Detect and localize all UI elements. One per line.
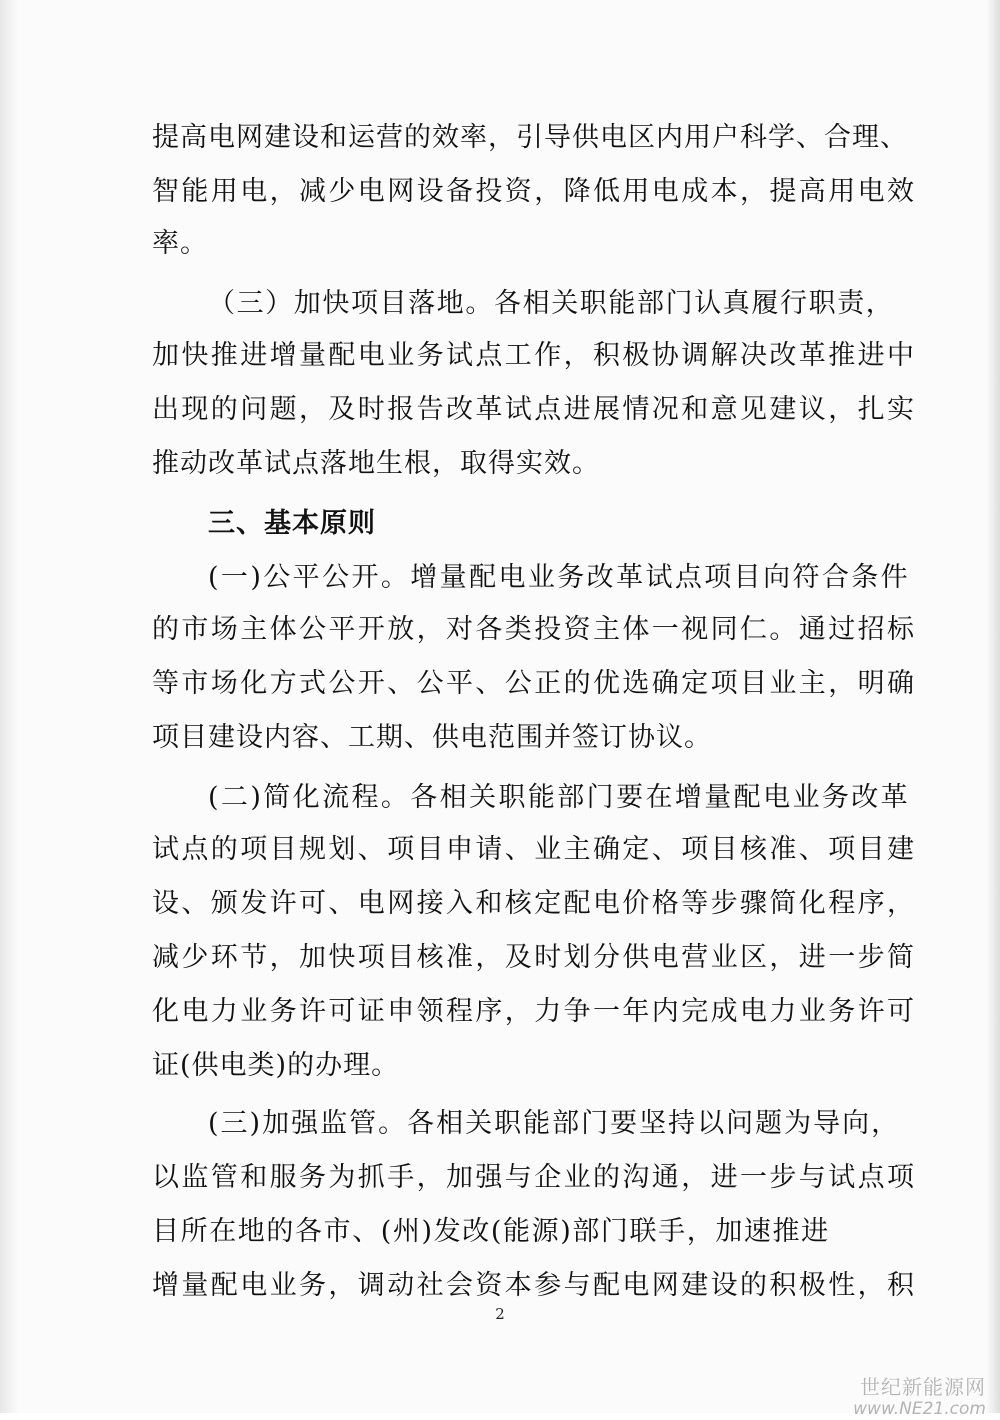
body-line: 率。 (152, 228, 208, 259)
body-line: 智能用电，减少电网设备投资，降低用电成本，提高用电效 (152, 176, 917, 207)
body-line: 加快推进增量配电业务试点工作，积极协调解决改革推进中 (152, 340, 917, 371)
body-line: 设、颁发许可、电网接入和核定配电价格等步骤简化程序， (152, 888, 917, 919)
page-number: 2 (495, 1305, 505, 1323)
body-line: 试点的项目规划、项目申请、业主确定、项目核准、项目建 (152, 834, 917, 865)
body-line: 的市场主体公平开放，对各类投资主体一视同仁。通过招标 (152, 614, 917, 645)
body-line: (三)加强监管。各相关职能部门要坚持以问题为导向， (208, 1108, 901, 1139)
body-line: 项目建设内容、工期、供电范围并签订协议。 (152, 722, 712, 753)
body-line: （三）加快项目落地。各相关职能部门认真履行职责， (208, 288, 895, 319)
watermark-site: www.NE21.com (853, 1399, 986, 1419)
section-heading: 三、基本原则 (208, 508, 376, 539)
body-line: 证(供电类)的办理。 (152, 1050, 400, 1081)
body-line: 化电力业务许可证申领程序，力争一年内完成电力业务许可 (152, 996, 917, 1027)
body-line: 以监管和服务为抓手，加强与企业的沟通，进一步与试点项 (152, 1162, 917, 1193)
body-line: 推动改革试点落地生根，取得实效。 (152, 448, 600, 479)
page-edge-shadow-right (986, 0, 1000, 1413)
site-watermark (853, 1376, 986, 1420)
body-line: 提高电网建设和运营的效率，引导供电区内用户科学、合理、 (152, 122, 908, 153)
body-line: 减少环节，加快项目核准，及时划分供电营业区，进一步简 (152, 942, 917, 973)
body-line: (一)公平公开。增量配电业务改革试点项目向符合条件 (208, 562, 911, 593)
body-line: (二)简化流程。各相关职能部门要在增量配电业务改革 (208, 782, 911, 813)
page-edge-shadow-left (0, 0, 18, 1413)
body-line: 出现的问题，及时报告改革试点进展情况和意见建议，扎实 (152, 394, 917, 425)
body-line: 等市场化方式公开、公平、公正的优选确定项目业主，明确 (152, 668, 917, 699)
body-line: 增量配电业务，调动社会资本参与配电网建设的积极性，积 (152, 1270, 917, 1301)
watermark-name: 世纪新能源网 (860, 1375, 986, 1399)
body-line: 目所在地的各市、(州)发改(能源)部门联手，加速推进 (152, 1216, 830, 1247)
